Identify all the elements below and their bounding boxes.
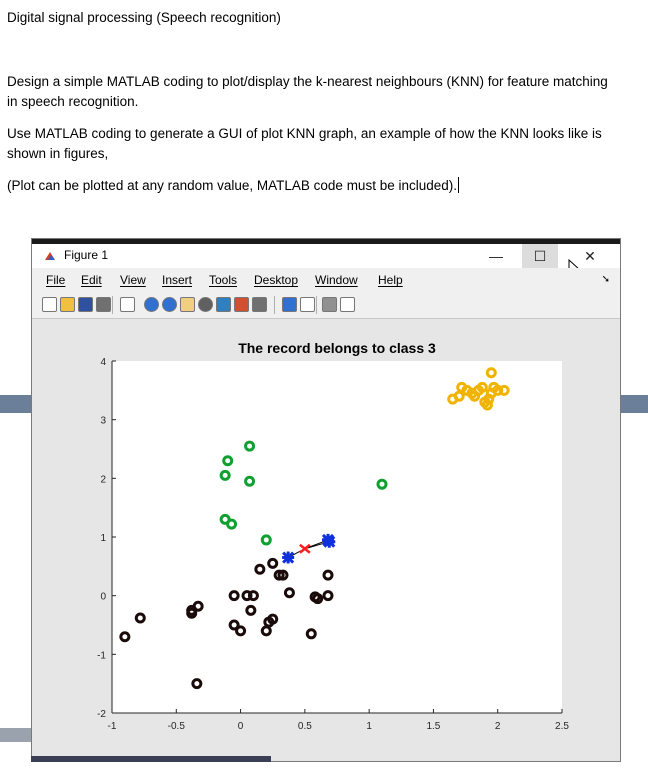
y-tick-label: 0 — [100, 591, 106, 603]
x-tick-label: 0.5 — [297, 721, 312, 732]
x-tick-label: 2.5 — [555, 721, 569, 732]
x-tick-label: -0.5 — [167, 721, 185, 732]
brush-icon[interactable] — [234, 297, 249, 312]
menu-help[interactable]: Help — [378, 273, 403, 287]
print-icon[interactable] — [96, 297, 111, 312]
matlab-figure-icon — [44, 250, 56, 262]
doc-paragraph-line: shown in figures, — [7, 146, 109, 161]
y-tick-label: 2 — [100, 474, 106, 486]
x-tick-label: -1 — [107, 721, 117, 732]
toolbar-separator — [316, 296, 317, 314]
x-tick-label: 1 — [366, 721, 372, 732]
menu-bar — [32, 268, 620, 292]
toolbar-separator — [274, 296, 275, 314]
legend-icon[interactable] — [300, 297, 315, 312]
background-edge — [31, 756, 271, 762]
doc-paragraph-line: Use MATLAB coding to generate a GUI of plot KNN graph, an example of how the KNN looks like is — [7, 126, 602, 141]
toolbar-separator — [112, 296, 113, 314]
figure-window-screenshot — [31, 238, 621, 762]
show-plot-tools-icon[interactable] — [340, 297, 355, 312]
doc-note-text: (Plot can be plotted at any random value, MATLAB code must be included). — [7, 178, 457, 193]
nearest-neighbor-marker — [323, 536, 335, 548]
data-cursor-icon[interactable] — [216, 297, 231, 312]
save-icon[interactable] — [78, 297, 93, 312]
menu-insert[interactable]: Insert — [162, 273, 193, 287]
menu-tools[interactable]: Tools — [209, 273, 238, 287]
close-button[interactable]: ✕ — [584, 248, 596, 264]
doc-paragraph-line[interactable] — [7, 176, 459, 196]
y-tick-label: 3 — [100, 415, 106, 427]
knn-scatter-plot[interactable] — [32, 319, 620, 762]
text-caret — [458, 177, 459, 193]
menu-desktop[interactable]: Desktop — [254, 273, 299, 287]
maximize-button[interactable]: ☐ — [522, 244, 558, 268]
y-tick-label: -2 — [97, 709, 106, 720]
open-file-icon[interactable] — [60, 297, 75, 312]
doc-title: Digital signal processing (Speech recognition) — [7, 10, 281, 25]
doc-paragraph-line: in speech recognition. — [7, 94, 139, 109]
rotate-3d-icon[interactable] — [198, 297, 213, 312]
link-plot-icon[interactable] — [252, 297, 267, 312]
menu-overflow-icon[interactable]: ➘ — [601, 274, 610, 285]
x-tick-label: 2 — [494, 721, 501, 732]
y-tick-label: -1 — [97, 650, 106, 662]
menu-window[interactable]: Window — [315, 273, 358, 287]
menu-view[interactable]: View — [120, 273, 146, 287]
minimize-button[interactable]: — — [489, 248, 503, 264]
pan-hand-icon[interactable] — [180, 297, 195, 312]
chart-title: The record belongs to class 3 — [238, 340, 436, 356]
menu-file[interactable]: File — [46, 273, 66, 287]
background-edge — [0, 728, 31, 742]
arrow-pointer-icon[interactable] — [120, 297, 135, 312]
x-tick-label: 0 — [237, 721, 244, 732]
axes-background — [112, 361, 562, 713]
new-figure-icon[interactable] — [42, 297, 57, 312]
window-titlebar — [32, 244, 620, 268]
menu-edit[interactable]: Edit — [81, 273, 102, 287]
doc-paragraph-line: Design a simple MATLAB coding to plot/display the k-nearest neighbours (KNN) for feature matching — [7, 74, 608, 89]
y-tick-label: 1 — [100, 533, 106, 544]
colorbar-icon[interactable] — [282, 297, 297, 312]
plot-area — [32, 319, 620, 762]
y-tick-label: 4 — [100, 357, 106, 368]
hide-plot-tools-icon[interactable] — [322, 297, 337, 312]
x-tick-label: 1.5 — [426, 721, 441, 732]
nearest-neighbor-marker — [282, 552, 294, 564]
window-title: Figure 1 — [64, 248, 109, 262]
background-edge — [0, 395, 31, 413]
zoom-in-icon[interactable] — [144, 297, 159, 312]
background-edge — [617, 395, 648, 413]
zoom-out-icon[interactable] — [162, 297, 177, 312]
figure-toolbar — [32, 292, 620, 319]
